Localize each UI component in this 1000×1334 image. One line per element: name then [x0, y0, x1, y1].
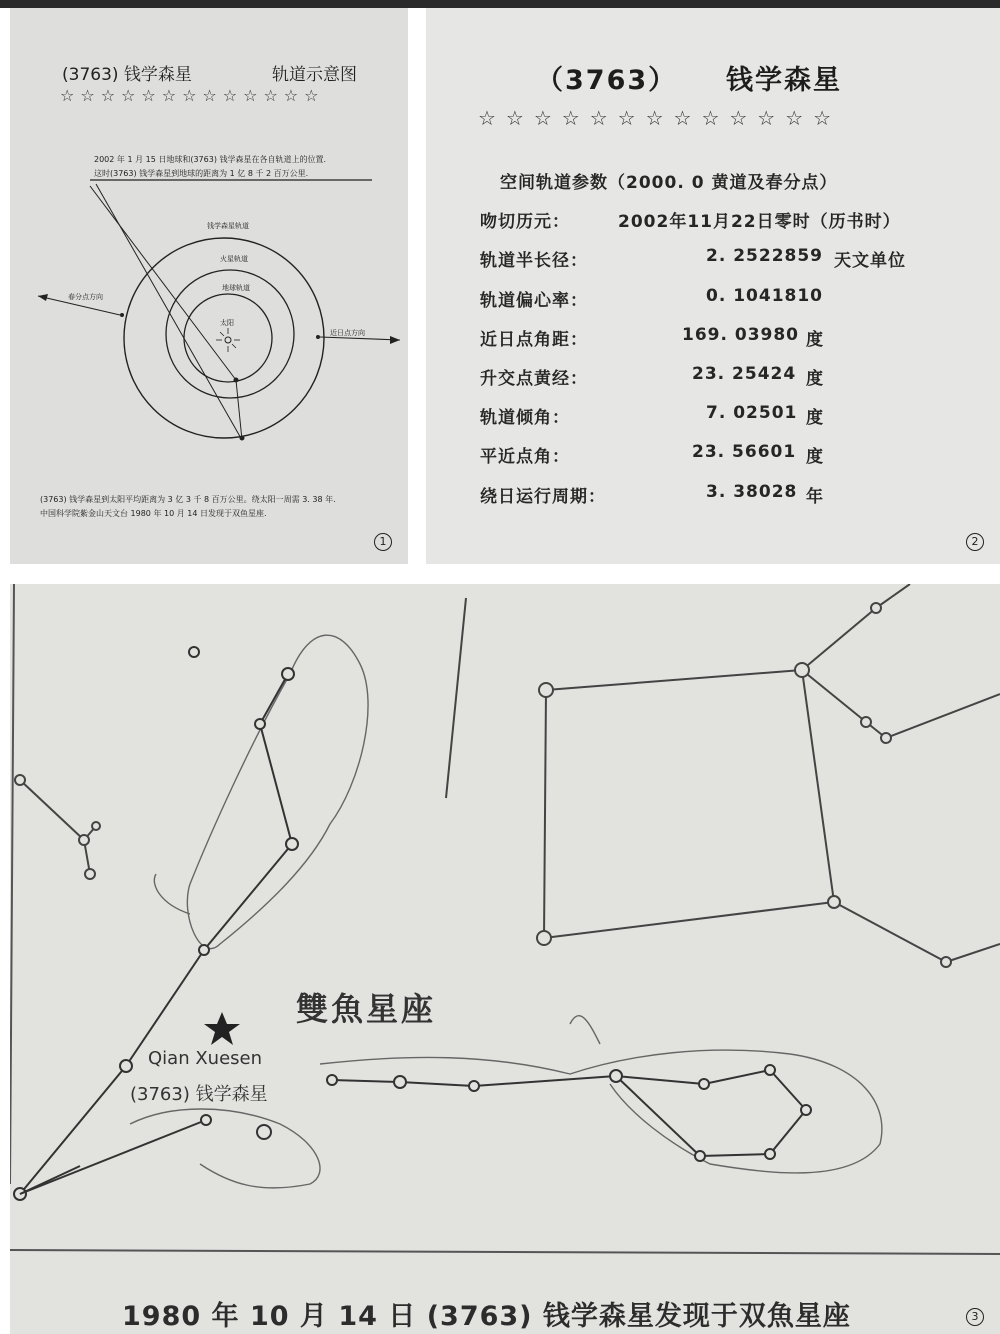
param-unit: 度: [806, 408, 824, 428]
discovery-caption: 1980 年 10 月 14 日 (3763) 钱学森星发现于双魚星座: [122, 1301, 851, 1332]
param-value: 2. 2522859: [706, 246, 824, 266]
label-sun: 太阳: [220, 319, 234, 327]
parameters-title-number: （3763）: [536, 65, 678, 96]
param-unit: 度: [806, 447, 824, 467]
chart-left-edge: [10, 584, 14, 1184]
caption-line-2: 这时(3763) 钱学森星到地球的距离为 1 亿 8 千 2 百万公里.: [94, 169, 309, 178]
sightline-earth: [90, 186, 236, 380]
top-border: [0, 0, 1000, 8]
parameters-stars: ☆☆☆☆☆☆☆☆☆☆☆☆☆: [478, 106, 842, 130]
vernal-arrowhead: [38, 294, 48, 301]
epoch-label: 吻切历元：: [480, 212, 570, 232]
constellation-label: 雙魚星座: [296, 990, 437, 1028]
footer-line-1: (3763) 钱学森星到太阳平均距离为 3 亿 3 千 8 百万公里。绕太阳一周需 3. 38 年.: [40, 495, 336, 504]
param-unit: 度: [806, 369, 824, 389]
param-label: 轨道偏心率：: [480, 291, 588, 311]
parameters-title-name: 钱学森星: [726, 65, 842, 96]
param-label: 近日点角距：: [480, 330, 588, 350]
asteroid-latin-name: Qian Xuesen: [148, 1048, 263, 1069]
label-perihelion-direction: 近日点方向: [330, 329, 365, 337]
north-fish-drawing: [154, 635, 368, 948]
left-constellation: [20, 780, 96, 874]
perihelion-arrowhead: [390, 336, 400, 344]
south-fish-stars: [201, 1065, 811, 1161]
parameters-subtitle: 空间轨道参数（2000. 0 黄道及春分点）: [500, 173, 838, 193]
diagram-subtitle: 轨道示意图: [272, 65, 357, 85]
param-value: 7. 02501: [706, 403, 798, 423]
star-chart-svg: [10, 584, 1000, 1334]
sun-rays: [216, 328, 240, 352]
panel-number-2: 2: [966, 533, 984, 551]
asteroid-star-marker: [204, 1012, 240, 1045]
param-value: 0. 1041810: [706, 286, 824, 306]
asteroid-position: [240, 436, 245, 441]
epoch-value: 2002年11月22日零时（历书时）: [618, 212, 901, 232]
caption-line-1: 2002 年 1 月 15 日地球和(3763) 钱学森星在各自轨道上的位置.: [94, 155, 327, 164]
asteroid-chinese-name: (3763) 钱学森星: [130, 1084, 268, 1105]
param-label: 升交点黄经：: [480, 369, 588, 389]
perihelion-point: [316, 335, 320, 339]
param-label: 轨道倾角：: [480, 408, 570, 428]
param-value: 23. 56601: [692, 442, 797, 462]
orbital-parameters-panel: [426, 8, 1000, 564]
label-mars-orbit: 火星轨道: [220, 255, 248, 263]
north-fish-stars: [14, 647, 298, 1200]
panel-number-3: 3: [966, 1308, 984, 1326]
param-label: 绕日运行周期：: [480, 487, 606, 507]
earth-position: [234, 378, 239, 383]
param-label: 平近点角：: [480, 447, 570, 467]
label-vernal-direction: 春分点方向: [68, 293, 103, 301]
param-unit: 度: [806, 330, 824, 350]
orbit-svg: [10, 8, 408, 564]
param-value: 169. 03980: [682, 325, 800, 345]
param-value: 23. 25424: [692, 364, 797, 384]
star-chart-panel: [10, 584, 1000, 1334]
north-fish-lines: [20, 674, 292, 1194]
label-qxs-orbit: 钱学森星轨道: [207, 222, 249, 230]
param-unit: 年: [806, 487, 824, 507]
chart-stray-line: [446, 598, 466, 798]
label-earth-orbit: 地球轨道: [222, 284, 250, 292]
vernal-point: [120, 313, 124, 317]
param-unit: 天文单位: [834, 251, 906, 271]
param-label: 轨道半长径：: [480, 251, 588, 271]
orbit-diagram-panel: [10, 8, 408, 564]
param-value: 3. 38028: [706, 482, 798, 502]
panel-number-1: 1: [374, 533, 392, 551]
pegasus-square: [544, 584, 1000, 962]
stars-row: ☆☆☆☆☆☆☆☆☆☆☆☆☆: [60, 86, 325, 105]
diagram-title: (3763) 钱学森星: [62, 65, 192, 85]
footer-line-2: 中国科学院紫金山天文台 1980 年 10 月 14 日发现于双鱼星座.: [40, 509, 267, 518]
sun-marker: [225, 337, 231, 343]
caption-separator: [10, 1250, 1000, 1254]
